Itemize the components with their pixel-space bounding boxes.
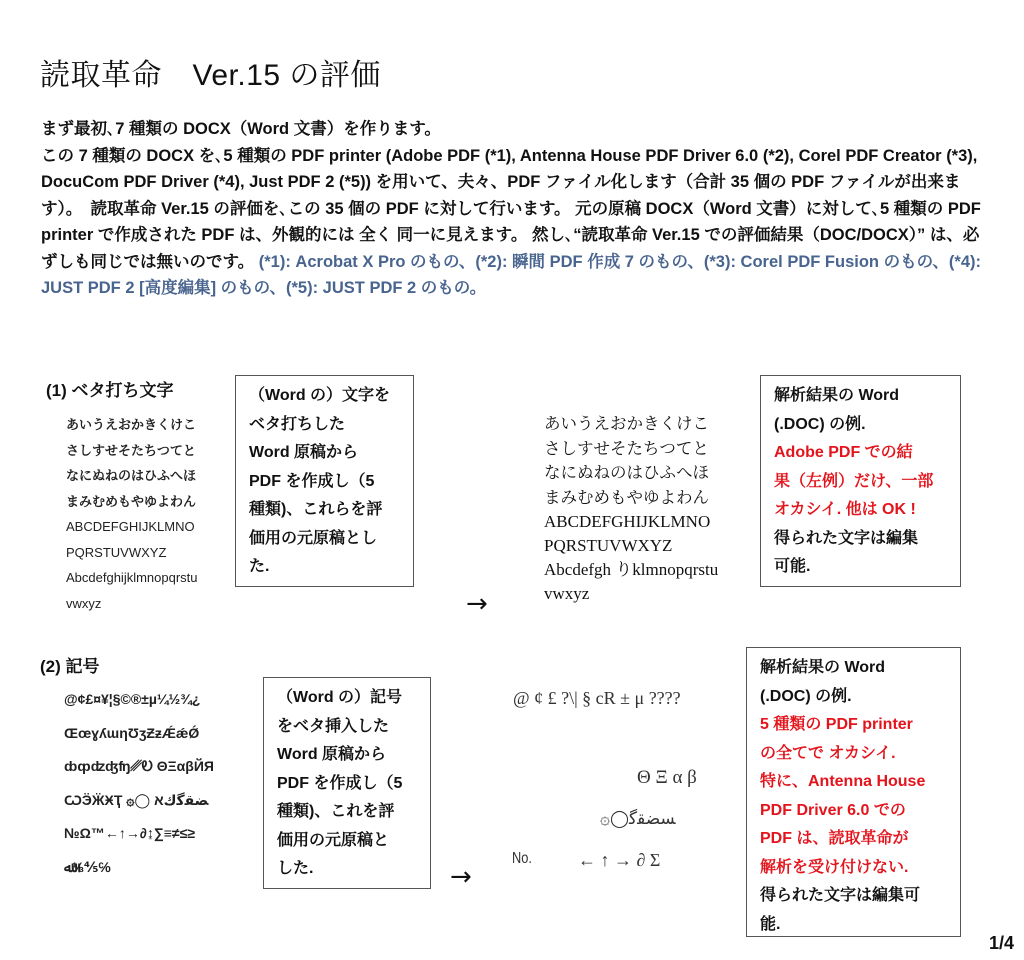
box-line: をベタ挿入した (277, 717, 390, 735)
box-line: 解析結果の Word (760, 659, 886, 676)
box-line-alert: PDF は、読取革命が (760, 830, 909, 847)
box-line: 得られた文字は編集可 (760, 887, 921, 904)
section2-label: (2) 記号 (40, 657, 100, 676)
page-number: 1/4 (988, 933, 1014, 953)
section1-result-text (544, 412, 718, 606)
intro-line-1: まず最初､7 種類の DOCX（Word 文書）を作ります。 (41, 120, 441, 138)
section1-label: (1) ベタ打ち文字 (46, 381, 174, 400)
section2-result-box (746, 647, 961, 937)
sample-line: PQRSTUVWXYZ (66, 544, 167, 560)
box-line-alert: Adobe PDF での結 (774, 444, 913, 461)
sample-line: №Ω™←↑→∂↨∑≡≠≤≥ (64, 825, 195, 841)
result-line: ABCDEFGHIJKLMNO (544, 512, 711, 531)
box-line-alert: 解析を受け付けない. (760, 858, 909, 876)
box-line: (.DOC) の例. (774, 415, 866, 433)
result-line: Abcdefgh りklmnopqrstu (544, 560, 719, 579)
sample-line: ȸȹʣʤʩ␥Ꭷ ΘΞαβЙЯ (64, 758, 214, 774)
box-line: 種類)、これらを評 (249, 501, 383, 518)
box-line: (.DOC) の例. (760, 687, 852, 705)
box-line-alert: 5 種類の PDF printer (760, 716, 913, 733)
box-line: 解析結果の Word (774, 387, 900, 404)
sample-line: vwxyz (66, 595, 102, 611)
box-line: 種類)、これを評 (277, 803, 395, 820)
box-line: 得られた文字は編集 (774, 529, 919, 547)
result-line: ← ↑ → ∂ Σ (578, 850, 661, 870)
right-arrow-icon: → (466, 589, 488, 619)
result-line: Θ Ξ α β (637, 767, 697, 788)
sample-line: ѠӬӜӾҬ ۞◯ ﻀﻘﮔكא (64, 791, 209, 808)
box-line: した. (277, 860, 314, 877)
box-line: PDF を作成し（5 (249, 472, 375, 490)
section2-sample-symbols (64, 683, 214, 884)
box-line: ベタ打ちした (249, 415, 346, 433)
box-line: （Word の）文字を (249, 387, 391, 404)
sample-line: ŒœɣʎɯηƱʒƵƶǼǽǾ (64, 724, 200, 741)
box-line-alert: PDF Driver 6.0 での (760, 801, 906, 819)
box-line: Word 原稿から (249, 444, 359, 461)
result-line: なにぬねのはひふへほ (544, 463, 709, 482)
box-line: 可能. (774, 558, 811, 575)
result-line: あいうえおかきくけこ (544, 414, 709, 433)
sample-line: ABCDEFGHIJKLMNO (66, 519, 195, 534)
box-line: 能. (760, 915, 781, 933)
result-line: まみむめもやゆよわん (544, 487, 709, 507)
page-title: 読取革命 Ver.15 の評価 (40, 59, 381, 92)
section1-source-box (235, 375, 414, 587)
result-line: No. (512, 850, 532, 867)
sample-line: なにぬねのはひふへほ (66, 468, 197, 483)
right-arrow-icon: → (450, 862, 472, 892)
box-line-alert: の全てで オカシイ. (760, 744, 896, 762)
box-line: （Word の）記号 (277, 689, 403, 706)
box-line: PDF を作成し（5 (277, 774, 403, 792)
section1-sample-text (66, 412, 198, 616)
intro-body: この 7 種類の DOCX を､5 種類の PDF printer (Adobe PDF (*1), Antenna House PDF Driver 6.0 (*2), Corel PDF Creator (*3), DocuCom PDF Driver (*4), Just PDF 2 (*5)) を用いて、夫々、PDF ファイル化します（合計 35 個の PDF ファイルが出来ます）。 読取革命 Ver.15 の評価を､この 35 個の PDF に対して行います。 元の原稿 DOCX（Word 文書）に対して､5 種類の PDF printer で作成された PDF は、外観的には 全く 同一に見えます。 然し､“読取革命 Ver.15 での評価結果（DOC/DOCX）” は、必ずしも同じでは無いのです。 (41, 146, 981, 271)
section1-result-box (760, 375, 961, 587)
box-line-alert: 特に、Antenna House (760, 773, 926, 790)
sample-line: さしすせそたちつてと (66, 442, 196, 458)
box-line: た. (249, 558, 270, 575)
section2-source-box (263, 677, 431, 889)
result-line: ۞◯ﺴﻀﻘﮔ (600, 809, 676, 829)
sample-line: ﷲ⅓⅘℅ (64, 858, 111, 875)
intro-notes: (*1): Acrobat X Pro のもの、(*2): 瞬間 PDF 作成 7 のもの、(*3): Corel PDF Fusion のもの、(*4): JUST PDF 2 [高度編集] のもの、(*5): JUST PDF 2 のもの。 (41, 252, 981, 297)
result-line: さしすせそたちつてと (544, 438, 709, 458)
intro-paragraph (41, 116, 991, 302)
result-line: PQRSTUVWXYZ (544, 536, 673, 555)
result-line: @ ¢ £ ?\| § cR ± μ ???? (513, 688, 681, 708)
sample-line: @¢£¤¥¦§©®±µ¼½¾¿ (64, 691, 201, 707)
box-line: 価用の元原稿と (277, 831, 390, 849)
box-line: Word 原稿から (277, 746, 387, 763)
result-line: vwxyz (544, 584, 590, 603)
sample-line: まみむめもやゆよわん (66, 493, 197, 509)
sample-line: Abcdefghijklmnopqrstu (66, 570, 198, 585)
sample-line: あいうえおかきくけこ (66, 417, 197, 432)
box-line-alert: 果（左例）だけ、一部 (774, 472, 934, 490)
box-line: 価用の元原稿とし (249, 529, 378, 547)
box-line-alert: オカシイ. 他は OK ! (774, 501, 916, 518)
